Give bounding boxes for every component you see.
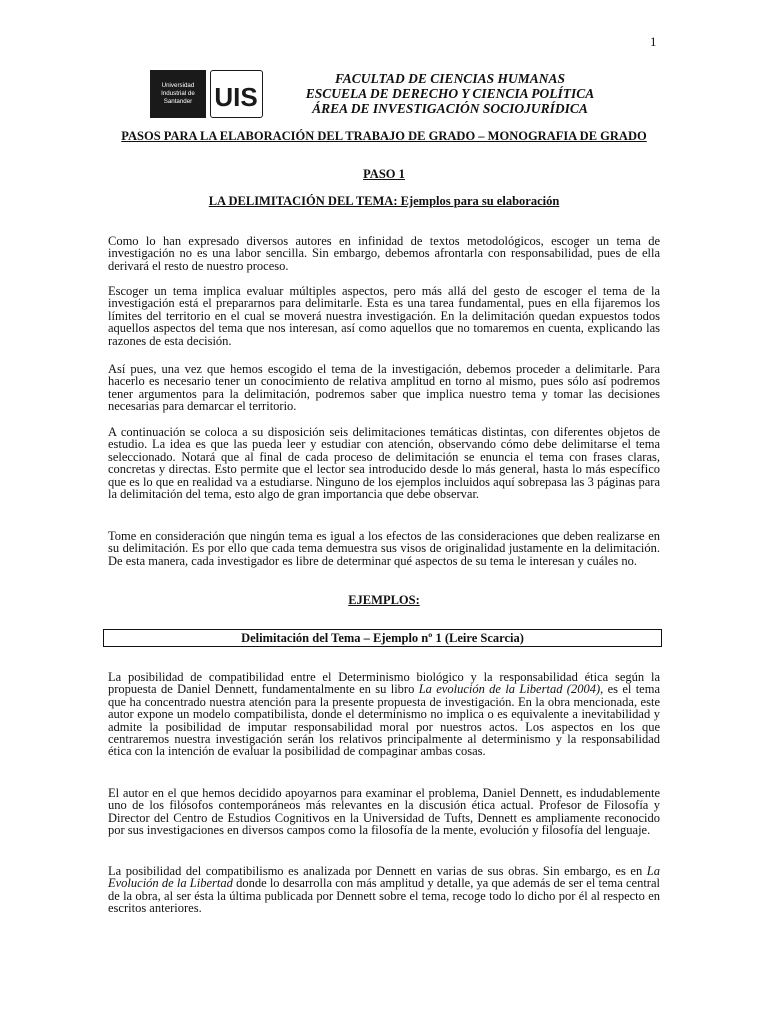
intro-paragraph-2	[108, 285, 660, 347]
paragraph: Escoger un tema implica evaluar múltiples aspectos, pero más allá del gesto de escoger el tema de la investigación está el prepararnos para delimitarle. Esta es una tarea fundamental, pues en ella fijaremos los límites del territorio en el cual se moverá nuestra investigación. En la delimitación quedan expuestos todos aquellos aspectos del tema que nos interesan, así como aquellos que no tomaremos en cuenta, explicando las razones de esta decisión.	[108, 284, 660, 348]
paragraph	[108, 671, 660, 758]
example-title-box: Delimitación del Tema – Ejemplo nº 1 (Leire Scarcia)	[103, 629, 662, 647]
school-name: ESCUELA DE DERECHO Y CIENCIA POLÍTICA	[305, 86, 595, 101]
intro-paragraph-4	[108, 426, 660, 500]
logo-text-block	[150, 70, 206, 118]
intro-paragraph-1	[108, 235, 660, 272]
logo-line-1: Universidad	[161, 82, 195, 90]
example-paragraph-2	[108, 787, 660, 837]
text-run: donde lo desarrolla con más amplitud y detalle, ya que además de ser el tema central de la obra, al ser ésta la última publicada por Dennett sobre el tema, recoge todo lo dicho por él al respecto en escritos anteriores.	[108, 876, 660, 916]
example-paragraph-3	[108, 865, 660, 915]
text-run: La posibilidad de compatibilidad entre el Determinismo biológico y la responsabilidad ética según la propuesta de Daniel Dennett, fundamentalmente en su libro	[108, 670, 660, 697]
example-paragraph-1	[108, 671, 660, 758]
uis-mark: UIS	[214, 82, 259, 112]
examples-heading: EJEMPLOS:	[348, 593, 420, 607]
intro-paragraph-3	[108, 363, 660, 413]
paragraph: Así pues, una vez que hemos escogido el tema de la investigación, debemos proceder a delimitarle. Para hacerlo es necesario tener un conocimiento de relativa amplitud en torno al mismo, pues sólo así podremos tener argumentos para la delimitación, podremos saber que implica nuestro tema y tomar las decisiones necesarias para demarcar el territorio.	[108, 362, 660, 414]
area-name: ÁREA DE INVESTIGACIÓN SOCIOJURÍDICA	[312, 101, 588, 116]
paragraph: El autor en el que hemos decidido apoyarnos para examinar el problema, Daniel Dennett, es indudablemente uno de los filósofos contemporáneos más relevantes en la discusión ética actual. Profesor de Filosofía y Director del Centro de Estudios Cognitivos en la Universidad de Tufts, Dennett es ampliamente reconocido por sus investigaciones en diversos campos como la filosofía de la mente, evolución y filosofía del lenguaje.	[108, 786, 660, 838]
paragraph: Como lo han expresado diversos autores en infinidad de textos metodológicos, escoger un tema de investigación no es una labor sencilla. Sin embargo, debemos afrontarla con responsabilidad, pues de ella derivará el resto de nuestro proceso.	[108, 234, 660, 273]
uis-emblem-icon	[210, 70, 263, 118]
paragraph: A continuación se coloca a su disposición seis delimitaciones temáticas distintas, con diferentes objetos de estudio. La idea es que las pueda leer y estudiar con atención, observando cómo debe delimitarse el tema seleccionado. Notará que al final de cada proceso de delimitación se enuncia el tema con frases claras, concretas y directas. Esto permite que el lector sea introducido desde lo más general, hasta lo más específico que es lo que en realidad va a estudiarse. Ninguno de los ejemplos incluidos aquí sobrepasa las 3 páginas para la delimitación del tema, esto algo de gran importancia que debe observar.	[108, 425, 660, 502]
intro-paragraph-5	[108, 530, 660, 567]
paragraph	[108, 865, 660, 915]
text-run: , es el tema que ha concentrado nuestra atención para la presente propuesta de investigación. En la obra mencionada, este autor expone un modelo compatibilista, donde el determinismo no implica o es equivalente a inevitabilidad y admite la posibilidad de imputar responsabilidad moral por nuestros actos. Los aspectos en los que centraremos nuestra investigación serán los relativos principalmente al determinismo y la responsabilidad ética con la intención de evaluar la posibilidad de compaginar ambas cosas.	[108, 682, 661, 759]
university-logo	[150, 70, 263, 118]
faculty-header	[285, 71, 615, 116]
logo-line-2: Industrial de	[161, 90, 195, 98]
logo-line-3: Santander	[163, 97, 193, 105]
faculty-name: FACULTAD DE CIENCIAS HUMANAS	[335, 71, 565, 86]
step-heading: PASO 1	[363, 167, 405, 181]
document-title: PASOS PARA LA ELABORACIÓN DEL TRABAJO DE GRADO – MONOGRAFIA DE GRADO	[121, 129, 647, 143]
page-number: 1	[650, 34, 657, 49]
section-heading: LA DELIMITACIÓN DEL TEMA: Ejemplos para su elaboración	[208, 194, 560, 208]
text-run: La posibilidad del compatibilismo es analizada por Dennett en varias de sus obras. Sin embargo, es en	[108, 864, 647, 878]
paragraph: Tome en consideración que ningún tema es igual a los efectos de las consideraciones que deben realizarse en su delimitación. Es por ello que cada tema demuestra sus visos de originalidad justamente en la delimitación. De esta manera, cada investigador es libre de determinar qué aspectos de su tema le interesan y cuáles no.	[108, 529, 660, 568]
book-title: La evolución de la Libertad (2004)	[418, 682, 601, 697]
book-title: La Evolución de la Libertad	[108, 864, 660, 891]
